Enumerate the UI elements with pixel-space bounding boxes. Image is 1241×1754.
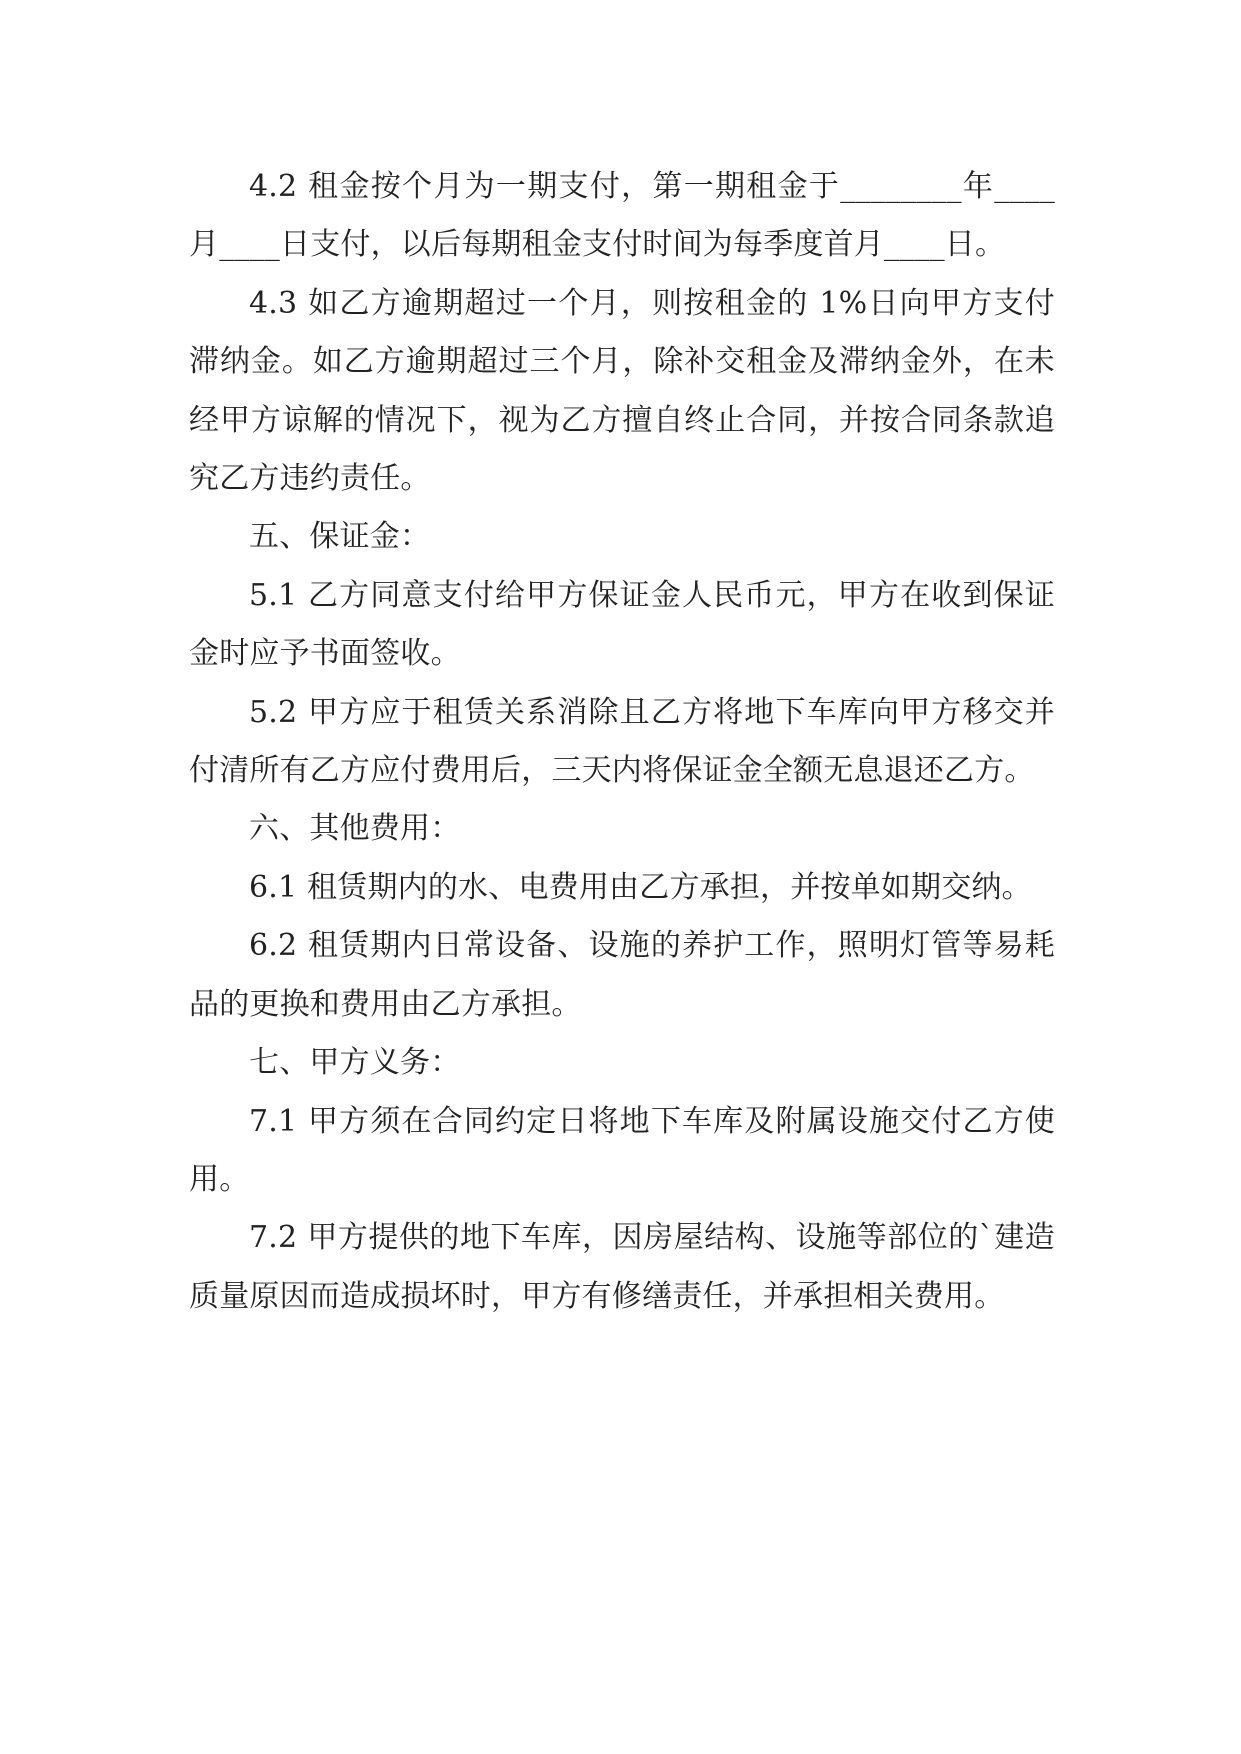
section-heading-7: 七、甲方义务： [249,1045,461,1081]
clause-6-2: 6.2 租赁期内日常设备、设施的养护工作，照明灯管等易耗品的更换和费用由乙方承担。 [189,928,1055,1022]
clause-4-2: 4.2 租金按个月为一期支付，第一期租金于________年____月____日支付，以后每期租金支付时间为每季度首月____日。 [189,169,1055,263]
clause-5-2: 5.2 甲方应于租赁关系消除且乙方将地下车库向甲方移交并付清所有乙方应付费用后，三天内将保证金全额无息退还乙方。 [189,694,1055,789]
clause-7-1: 7.1 甲方须在合同约定日将地下车库及附属设施交付乙方使用。 [189,1103,1055,1197]
clause-6-1: 6.1 租赁期内的水、电费用由乙方承担，并按单如期交纳。 [249,869,1032,905]
section-heading-6: 六、其他费用： [249,811,461,847]
clause-4-3: 4.3 如乙方逾期超过一个月，则按租金的 1%日向甲方支付滞纳金。如乙方逾期超过三个月，除补交租金及滞纳金外，在未经甲方谅解的情况下，视为乙方擅自终止合同，并按合同条款追究乙方违约责任。 [189,285,1055,497]
clause-7-2: 7.2 甲方提供的地下车库，因房屋结构、设施等部位的`建造质量原因而造成损坏时，甲方有修缮责任，并承担相关费用。 [189,1220,1055,1314]
document-body [189,158,1055,1326]
clause-5-1: 5.1 乙方同意支付给甲方保证金人民币元，甲方在收到保证金时应予书面签收。 [189,577,1055,672]
section-heading-5: 五、保证金： [249,519,431,555]
